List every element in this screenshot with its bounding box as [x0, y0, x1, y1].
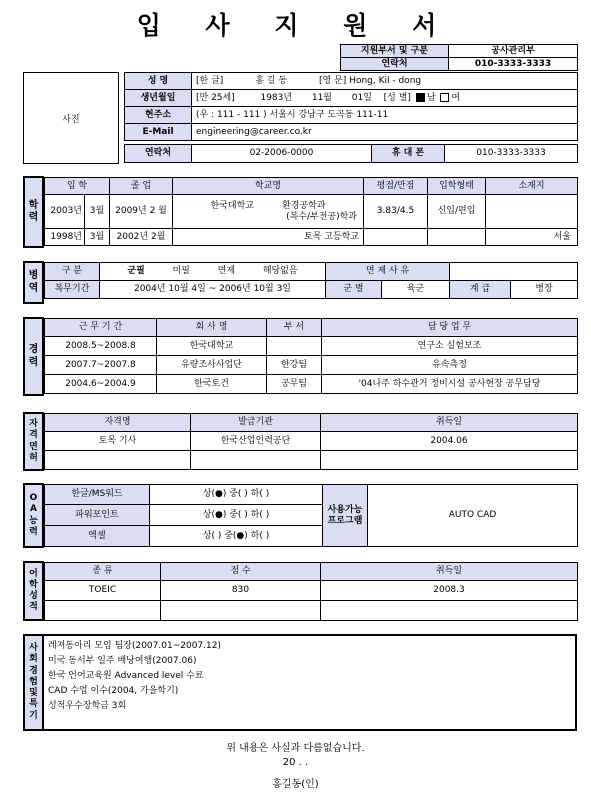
female-label: 여	[451, 92, 461, 103]
page-title: 입 사 지 원 서	[136, 11, 455, 40]
edu-grad[interactable]: 2009년 2 월	[110, 195, 173, 229]
other-experience-box[interactable]	[44, 634, 577, 731]
english-tag: [영 문]	[319, 75, 347, 86]
military-table	[44, 262, 578, 299]
edu-header-grad: 졸 업	[110, 178, 173, 195]
license-header-name: 자격명	[45, 414, 191, 432]
branch-value[interactable]: 육군	[382, 281, 450, 299]
military-type-label: 구 분	[45, 263, 100, 281]
personal-info-table	[124, 72, 578, 141]
mobile-label: 휴 대 폰	[372, 145, 445, 163]
edu-header-entry: 입 학	[45, 178, 110, 195]
career-header-duty: 담 당 업 무	[322, 319, 578, 337]
dept-value[interactable]: 공사관리부	[449, 45, 578, 58]
career-duty[interactable]: 유속측정	[322, 356, 578, 375]
footer-date: 20 . .	[282, 757, 309, 768]
address-label: 현주소	[125, 107, 192, 124]
career-header-period: 근 무 기 간	[45, 319, 157, 337]
photo-label: 사진	[62, 114, 80, 125]
exempt-reason-label: 면 제 사 유	[326, 263, 450, 281]
phone-table	[124, 144, 578, 163]
address-value[interactable]: (우 : 111 - 111 ) 서울시 강남구 도곡동 111-11	[192, 107, 578, 124]
oa-level[interactable]: 상( ) 중(●) 하( )	[150, 526, 323, 547]
other-line: CAD 수업 이수(2004, 가을학기)	[48, 686, 179, 696]
license-issuer[interactable]: 한국산업인력공단	[191, 432, 321, 451]
other-line: 한국 언어교육원 Advanced level 수료	[48, 671, 204, 681]
career-company[interactable]: 유량조사사업단	[157, 356, 267, 375]
language-table	[44, 562, 578, 621]
edu-grad[interactable]: 2002년 2월	[110, 229, 173, 246]
edu-loc[interactable]: 서울	[486, 229, 578, 246]
oa-name: 파워포인트	[45, 505, 150, 526]
birth-cell[interactable]	[192, 90, 578, 107]
school-major: 환경공학과	[282, 201, 326, 212]
phone-label: 연락처	[125, 145, 192, 163]
career-duty[interactable]: 연구소 실험보조	[322, 337, 578, 356]
edu-gpa[interactable]	[364, 229, 428, 246]
career-company[interactable]: 한국토건	[157, 375, 267, 394]
career-company[interactable]: 한국대학교	[157, 337, 267, 356]
oa-table	[44, 484, 578, 547]
edu-entry-year[interactable]: 2003년	[45, 195, 85, 229]
option-not-served[interactable]: 미필	[172, 266, 190, 277]
other-line: 성적우수장학금 3회	[48, 701, 127, 711]
career-section-label: 경력	[23, 317, 44, 396]
edu-school[interactable]: 토목 고등학교	[173, 229, 364, 246]
apply-contact-value[interactable]: 010-3333-3333	[449, 58, 578, 71]
other-line: 레져동아리 모임 팀장(2007.01~2007.12)	[48, 641, 221, 651]
birth-day: 01일	[351, 92, 372, 103]
edu-school[interactable]	[173, 195, 364, 229]
dept-label: 지원부서 및 구분	[341, 45, 449, 58]
rank-value[interactable]: 병장	[511, 281, 578, 299]
license-name[interactable]	[45, 451, 191, 470]
rank-label: 계 급	[450, 281, 511, 299]
license-date[interactable]: 2004.06	[321, 432, 578, 451]
birth-month: 11월	[311, 92, 332, 103]
career-dept[interactable]: 공무팀	[267, 375, 322, 394]
age-value: [만 25세]	[196, 92, 235, 103]
option-served[interactable]: 군필	[127, 266, 145, 277]
edu-header-school: 학교명	[173, 178, 364, 195]
license-table	[44, 413, 578, 470]
email-value[interactable]: engineering@career.co.kr	[192, 124, 578, 141]
lang-date[interactable]: 2008.3	[321, 581, 578, 601]
korean-tag: [한 글]	[196, 75, 224, 86]
lang-kind[interactable]	[45, 601, 161, 621]
phone-value[interactable]: 02-2006-0000	[192, 145, 372, 163]
edu-type[interactable]	[428, 229, 486, 246]
apply-dept-table	[340, 44, 578, 71]
service-period-label: 복무기간	[45, 281, 100, 299]
checkbox-empty-icon[interactable]	[440, 93, 449, 102]
edu-entry-year[interactable]: 1998년	[45, 229, 85, 246]
name-cell[interactable]	[192, 73, 578, 90]
career-dept[interactable]	[267, 337, 322, 356]
oa-name: 엑셀	[45, 526, 150, 547]
mobile-value[interactable]: 010-3333-3333	[445, 145, 578, 163]
korean-name: 홍 길 동	[255, 75, 288, 86]
career-period[interactable]: 2004.6~2004.9	[45, 375, 157, 394]
photo-box[interactable]	[23, 72, 119, 164]
email-label: E-Mail	[125, 124, 192, 141]
footer-statement: 위 내용은 사실과 다름없습니다.	[226, 743, 365, 754]
language-section-label: 어학성적	[23, 561, 44, 621]
oa-level[interactable]: 상(●) 중( ) 하( )	[150, 505, 323, 526]
edu-header-type: 입학형태	[428, 178, 486, 195]
lang-score[interactable]: 830	[161, 581, 321, 601]
lang-date[interactable]	[321, 601, 578, 621]
branch-label: 군 별	[326, 281, 382, 299]
license-issuer[interactable]	[191, 451, 321, 470]
license-header-date: 취득일	[321, 414, 578, 432]
military-options[interactable]	[100, 263, 326, 281]
education-table	[44, 177, 578, 246]
lang-header-date: 취득일	[321, 563, 578, 581]
career-period[interactable]: 2008.5~2008.8	[45, 337, 157, 356]
checkbox-checked-icon[interactable]	[416, 93, 425, 102]
school-name: 한국대학교	[210, 201, 254, 212]
apply-contact-label: 연락처	[341, 58, 449, 71]
license-name[interactable]: 토목 기사	[45, 432, 191, 451]
edu-entry-month[interactable]: 3월	[85, 229, 110, 246]
career-duty[interactable]: '04나주 하수관거 정비시설 공사현장 공무담당	[322, 375, 578, 394]
oa-name: 한글/MS워드	[45, 485, 150, 505]
male-label: 남	[426, 92, 436, 103]
program-label: 사용가능 프로그램	[323, 485, 368, 547]
career-table	[44, 318, 578, 394]
edu-type[interactable]: 신입/편입	[428, 195, 486, 229]
lang-header-score: 점 수	[161, 563, 321, 581]
edu-header-gpa: 평점/만점	[364, 178, 428, 195]
exempt-reason-value[interactable]	[450, 263, 578, 281]
lang-kind[interactable]: TOEIC	[45, 581, 161, 601]
edu-gpa[interactable]: 3.83/4.5	[364, 195, 428, 229]
gender-tag: [성 별]	[383, 92, 411, 103]
career-period[interactable]: 2007.7~2007.8	[45, 356, 157, 375]
option-not-applicable[interactable]: 해당없음	[262, 266, 298, 277]
english-name: Hong, Kil - dong	[349, 75, 422, 86]
oa-level[interactable]: 상(●) 중( ) 하( )	[150, 485, 323, 505]
service-period-value[interactable]: 2004년 10월 4일 ~ 2006년 10월 3일	[100, 281, 326, 299]
career-header-dept: 부 서	[267, 319, 322, 337]
lang-header-kind: 종 류	[45, 563, 161, 581]
program-value[interactable]: AUTO CAD	[368, 485, 578, 547]
name-label: 성 명	[125, 73, 192, 90]
footer-signature: 홍길동(인)	[272, 779, 319, 790]
edu-loc[interactable]	[486, 195, 578, 229]
license-date[interactable]	[321, 451, 578, 470]
edu-header-loc: 소재지	[486, 178, 578, 195]
license-header-issuer: 발급기관	[191, 414, 321, 432]
school-minor: (복수/부전공)학과	[286, 211, 357, 222]
license-section-label: 자격면허	[23, 412, 44, 471]
birth-label: 생년월일	[125, 90, 192, 107]
career-dept[interactable]: 한강팀	[267, 356, 322, 375]
military-section-label: 병역	[23, 261, 44, 304]
other-line: 미국 동서부 일주 배낭여행(2007.06)	[48, 656, 197, 666]
edu-entry-month[interactable]: 3월	[85, 195, 110, 229]
birth-year: 1983년	[260, 92, 293, 103]
lang-score[interactable]	[161, 601, 321, 621]
career-header-company: 회 사 명	[157, 319, 267, 337]
option-exempt[interactable]: 면제	[217, 266, 236, 277]
other-section-label: 사회경험및특기	[23, 634, 44, 731]
oa-section-label: OA능력	[23, 483, 44, 548]
education-section-label: 학력	[23, 176, 44, 248]
